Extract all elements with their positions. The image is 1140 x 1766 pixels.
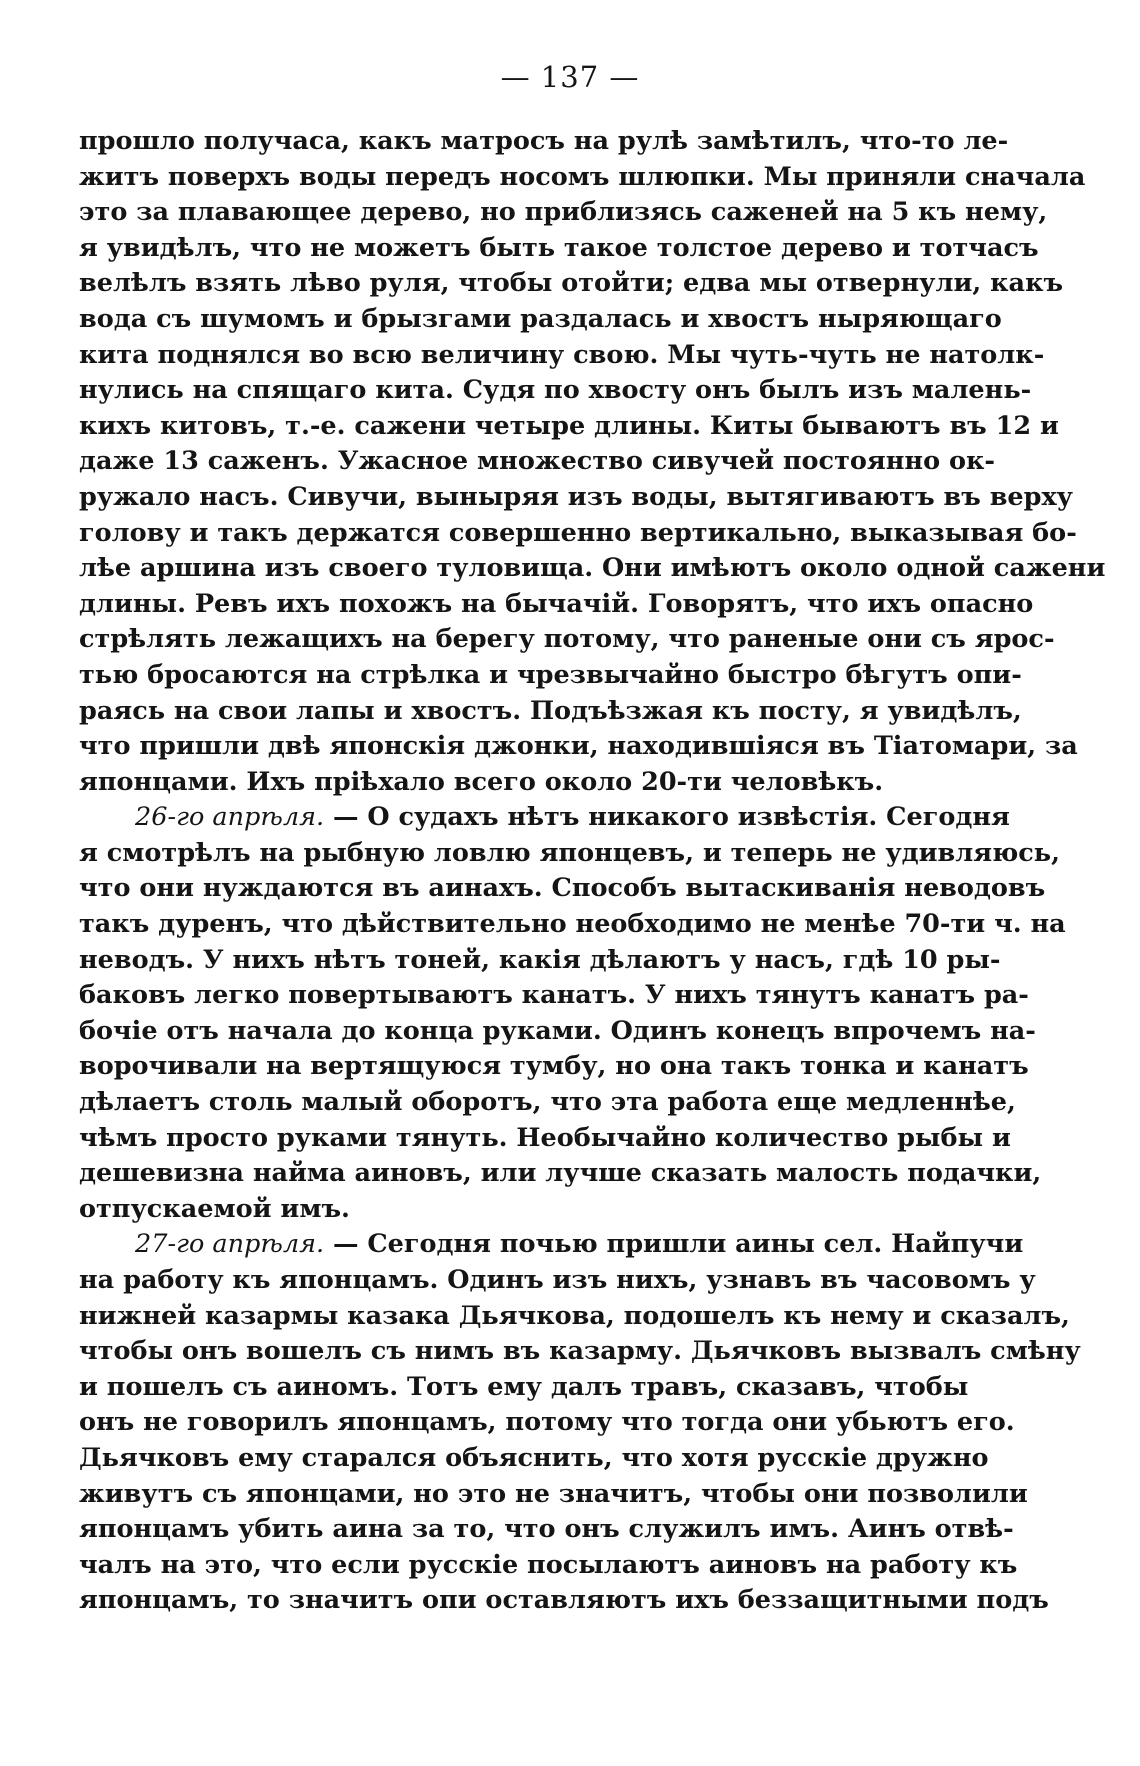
diary-entry-heading-line [79,1227,1024,1263]
text-line: ворочивали на вертящуюся тумбу, но она такъ тонка и канатъ [79,1051,1029,1082]
text-line-fragment: — О судахъ нѣтъ никакого извѣстія. Сегодня [324,802,1010,833]
text-line: вода съ шумомъ и брызгами раздалась и хвостъ ныряющаго [79,303,1002,334]
text-line: тью бросаются на стрѣлка и чрезвычайно быстро бѣгутъ опи- [79,659,1022,690]
text-line: стрѣлять лежащихъ на берегу потому, что раненые они съ ярос- [79,624,1055,655]
text-line: дѣлаетъ столь малый оборотъ, что эта работа еще медленнѣе, [79,1087,1016,1118]
text-line: отпускаемой имъ. [79,1193,350,1224]
text-line: дешевизна найма аиновъ, или лучше сказать малость подачки, [79,1158,1042,1189]
text-line: и пошелъ съ аиномъ. Тотъ ему далъ травъ, сказавъ, чтобы [79,1371,969,1402]
text-line: раясь на свои лапы и хвостъ. Подъѣзжая къ посту, я увидѣлъ, [79,695,1022,726]
text-line: житъ поверхъ воды передъ носомъ шлюпки. Мы приняли сначала [79,161,1086,192]
diary-entry-heading-line [79,800,1010,836]
text-line: на работу къ японцамъ. Одинъ изъ нихъ, узнавъ въ часовомъ у [79,1265,1036,1295]
diary-date-label: 26-го апрѣля. [135,802,325,833]
text-line: даже 13 саженъ. Ужасное множество сивучей постоянно ок- [79,446,995,477]
text-line: голову и такъ держатся совершенно вертикально, выказывая бо- [79,517,1077,548]
text-line: прошло получаса, какъ матросъ на рулѣ замѣтилъ, что-то ле- [79,126,1009,156]
text-line: живутъ съ японцами, но это не значитъ, чтобы они позволили [79,1478,1028,1509]
text-line: это за плавающее дерево, но приблизясь саженей на 5 къ нему, [79,197,1048,228]
text-line: длины. Ревъ ихъ похожъ на бычачій. Говорятъ, что ихъ опасно [79,588,1034,619]
text-line: чалъ на это, что если русскіе посылаютъ аиновъ на работу къ [79,1549,1018,1580]
text-line: японцамъ убить аина за то, что онъ служилъ имъ. Аинъ отвѣ- [79,1514,1014,1545]
text-line: велѣлъ взять лѣво руля, чтобы отойти; едва мы отвернули, какъ [79,268,1064,299]
text-line: онъ не говорилъ японцамъ, потому что тогда они убьютъ его. [79,1407,1015,1438]
text-line: бочіе отъ начала до конца руками. Одинъ конецъ впрочемъ на- [79,1015,1036,1046]
text-line: что они нуждаются въ аинахъ. Способъ вытаскиванія неводовъ [79,873,1046,904]
text-line: баковъ легко повертываютъ канатъ. У нихъ тянутъ канатъ ра- [79,980,1029,1011]
text-line: японцами. Ихъ пріѣхало всего около 20-ти человѣкъ. [79,766,884,797]
body-text [79,124,1106,1619]
text-line: Дьячковъ ему старался объяснить, что хотя русскіе дружно [79,1442,989,1473]
text-line: я смотрѣлъ на рыбную ловлю японцевъ, и теперь не удивляюсь, [79,837,1060,868]
text-line: лѣе аршина изъ своего туловища. Они имѣютъ около одной сажени [79,553,1106,584]
text-line: японцамъ, то значитъ опи оставляютъ ихъ беззащитными подъ [79,1585,1049,1616]
diary-date-label: 27-го апрѣля. [135,1229,325,1260]
text-line: ружало насъ. Сивучи, выныряя изъ воды, вытягиваютъ въ верху [79,481,1074,512]
text-line: кихъ китовъ, т.-е. сажени четыре длины. Киты бываютъ въ 12 и [79,410,1059,441]
text-line: чѣмъ просто руками тянуть. Необычайно количество рыбы и [79,1122,1011,1153]
text-line: такъ дуренъ, что дѣйствительно необходимо не менѣе 70-ти ч. на [79,909,1066,940]
text-line-fragment: — Сегодня почью пришли аины сел. Найпучи [324,1229,1024,1260]
text-line: нижней казармы казака Дьячкова, подошелъ къ нему и сказалъ, [79,1300,1070,1331]
text-line: что пришли двѣ японскія джонки, находившіяся въ Тіатомари, за [79,731,1078,762]
text-line: неводъ. У нихъ нѣтъ тоней, какія дѣлаютъ у насъ, гдѣ 10 ры- [79,944,1001,975]
text-line: нулись на спящаго кита. Судя по хвосту онъ былъ изъ малень- [79,375,1032,406]
text-line: кита поднялся во всю величину свою. Мы чуть-чуть не натолк- [79,339,1045,370]
text-line: я увидѣлъ, что не можетъ быть такое толстое дерево и тотчасъ [79,232,1039,263]
page-number: — 137 — [500,60,640,94]
text-line: чтобы онъ вошелъ съ нимъ въ казарму. Дьячковъ вызвалъ смѣну [79,1336,1081,1367]
